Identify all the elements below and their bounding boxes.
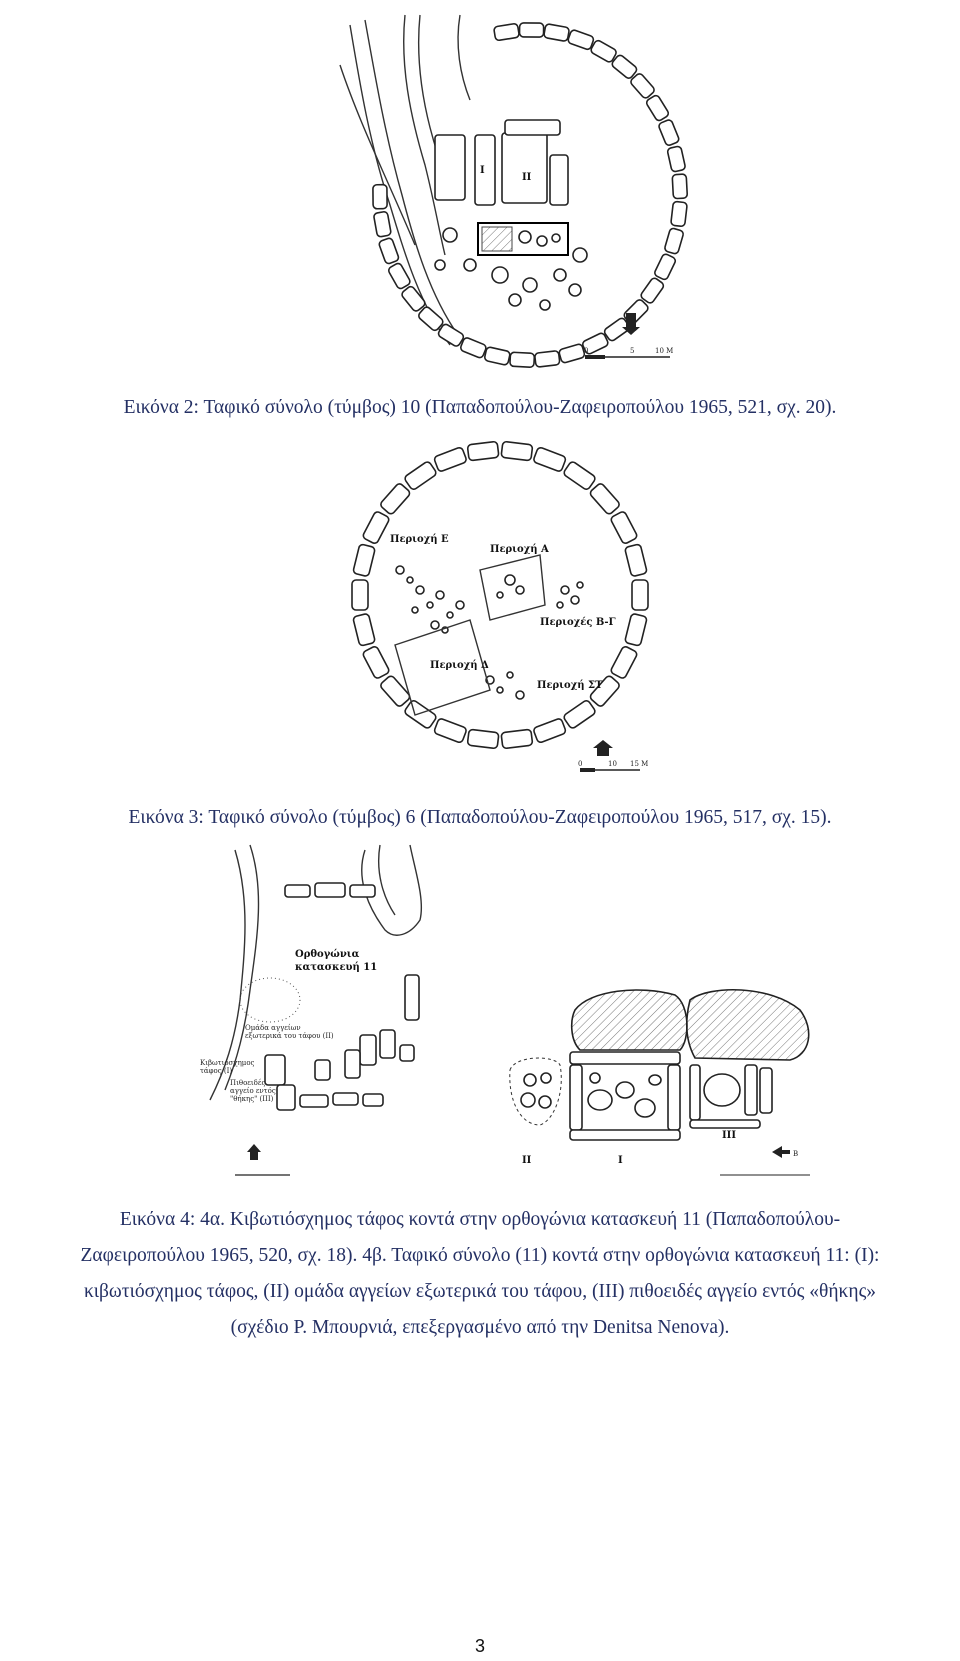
- fig4a-label-pith-3: "θήκης" (ΙΙΙ): [230, 1095, 274, 1103]
- area-e-label: Περιοχή Ε: [390, 534, 449, 545]
- scale-3-10: 10: [608, 760, 617, 768]
- fig4b-label-ii: II: [522, 1155, 532, 1166]
- figure-3-caption: Εικόνα 3: Ταφικό σύνολο (τύμβος) 6 (Παπαδοπούλου-Ζαφειροπούλου 1965, 517, σχ. 15).: [128, 807, 832, 828]
- scale-2-5: 5: [630, 347, 635, 355]
- area-d-label: Περιοχή Δ: [430, 660, 489, 671]
- figure-2-caption: Εικόνα 2: Ταφικό σύνολο (τύμβος) 10 (Παπαδοπούλου-Ζαφειροπούλου 1965, 521, σχ. 20).: [123, 397, 837, 418]
- figure-4-caption-line-3: κιβωτιόσχημος τάφος, (ΙΙ) ομάδα αγγείων εξωτερικά του τάφου, (ΙΙΙ) πιθοειδές αγγείο εντός «θήκης»: [83, 1281, 877, 1302]
- fig4a-label-cist-2: τάφος (Ι): [200, 1067, 233, 1075]
- fig4b-north-label: B: [793, 1150, 799, 1158]
- fig4a-label-group-2: εξωτερικά του τάφου (ΙΙ): [245, 1032, 334, 1040]
- scale-2-0: 0: [584, 347, 589, 355]
- scale-2-10: 10 Μ: [655, 347, 674, 355]
- figure-4-caption-line-4: (σχέδιο Ρ. Μπουρνιά, επεξεργασμένο από την Denitsa Nenova).: [230, 1317, 730, 1338]
- fig4a-label-cist-1: Κιβωτιόσχημος: [200, 1059, 255, 1067]
- fig4a-label-pith-2: αγγείο εντός: [230, 1087, 276, 1095]
- area-bg-label: Περιοχές Β-Γ: [540, 617, 616, 628]
- figure-2-tumulus-10-plan: [330, 5, 690, 380]
- scale-3-0: 0: [578, 760, 583, 768]
- cist-label-ii: II: [522, 172, 532, 183]
- fig4b-label-iii: III: [722, 1130, 737, 1141]
- figure-4a-cist-grave-plan: [195, 840, 440, 1185]
- fig4b-label-i: I: [618, 1155, 623, 1166]
- figure-3-tumulus-6-plan: [340, 430, 660, 790]
- figure-4-caption-line-2: Ζαφειροπούλου 1965, 520, σχ. 18). 4β. Ταφικό σύνολο (11) κοντά στην ορθογώνια κατασκευή 11: (Ι):: [80, 1245, 880, 1266]
- fig4a-label-orth-2: κατασκευή 11: [295, 962, 378, 973]
- area-a-label: Περιοχή Α: [490, 544, 549, 555]
- figure-4-caption-line-1: Εικόνα 4: 4α. Κιβωτιόσχημος τάφος κοντά στην ορθογώνια κατασκευή 11 (Παπαδοπούλου-: [119, 1209, 841, 1230]
- page-number: 3: [474, 1636, 485, 1656]
- fig4a-label-orth-1: Ορθογώνια: [295, 949, 360, 960]
- area-st-label: Περιοχή ΣΤ: [537, 680, 603, 691]
- cist-label-i: I: [480, 165, 485, 176]
- fig4a-label-group-1: Ομάδα αγγείων: [245, 1024, 301, 1032]
- fig4a-label-pith-1: Πιθοειδές: [230, 1079, 266, 1087]
- scale-3-15: 15 M: [630, 760, 649, 768]
- figure-4b-tomb-section: [500, 980, 820, 1185]
